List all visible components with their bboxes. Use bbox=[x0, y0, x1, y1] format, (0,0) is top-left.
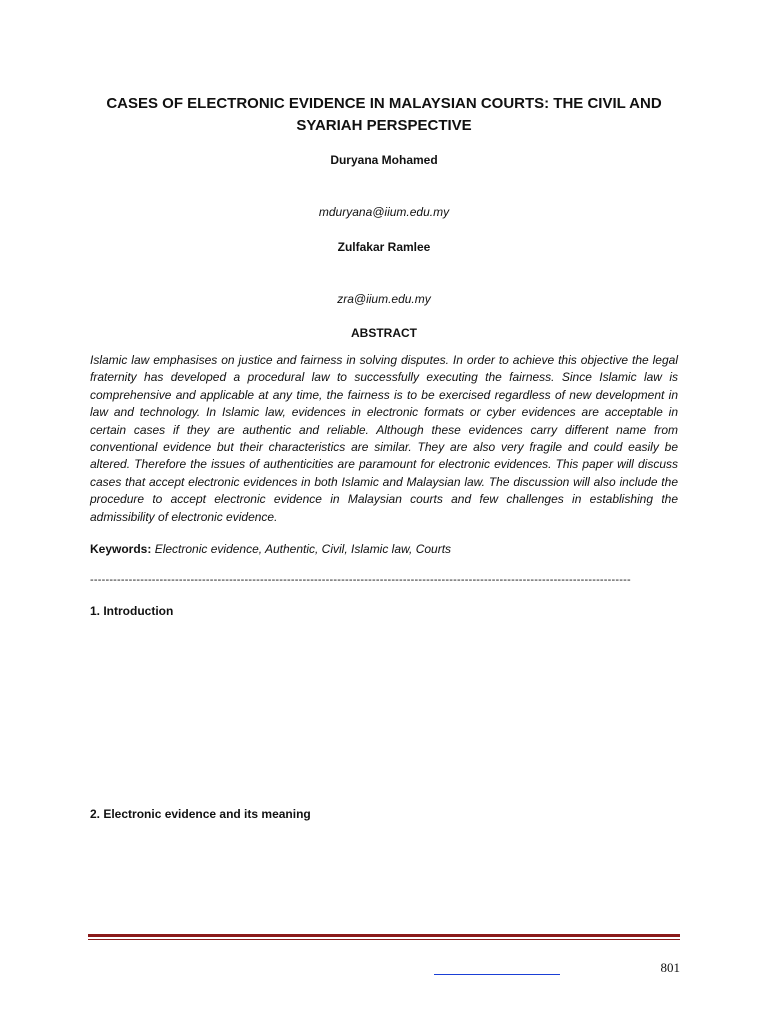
abstract-text: Islamic law emphasises on justice and fairness in solving disputes. In order to achieve this objective the legal fraternity has developed a procedural law to successfully executing the fairness. Since Islamic law is comprehensive and applicable at any time, the fairness is to be exercised regardless of new development in law and technology. In Islamic law, evidences in electronic formats or cyber evidences are acceptable in certain cases if they are authentic and reliable. Although these evidences carry different name from conventional evidence but their characteristics are similar. They are also very fragile and could easily be altered. Therefore the issues of authenticities are paramount for electronic evidences. This paper will discuss cases that accept electronic evidences in both Islamic and Malaysian law. The discussion will also include the procedure to accept electronic evidence in Malaysian courts and few challenges in establishing the admissibility of electronic evidence. bbox=[90, 353, 678, 524]
author-name-2: Zulfakar Ramlee bbox=[337, 240, 431, 254]
keywords-label: Keywords: bbox=[90, 542, 152, 556]
footer-rule-thin bbox=[88, 939, 680, 940]
section-separator: -------------------------------------------------------------------------------------------------------------------------------------------- bbox=[90, 574, 631, 586]
abstract-heading: ABSTRACT bbox=[351, 326, 417, 340]
section-heading-introduction: 1. Introduction bbox=[90, 604, 174, 618]
footer-rule-thick bbox=[88, 934, 680, 937]
keywords-line bbox=[90, 541, 678, 557]
paper-title: CASES OF ELECTRONIC EVIDENCE IN MALAYSIAN COURTS: THE CIVIL AND SYARIAH PERSPECTIVE bbox=[106, 95, 662, 134]
author-email-1[interactable]: mduryana@iium.edu.my bbox=[318, 205, 450, 219]
section-heading-electronic-evidence: 2. Electronic evidence and its meaning bbox=[90, 807, 311, 821]
author-name-1: Duryana Mohamed bbox=[330, 153, 438, 167]
author-email-2[interactable]: zra@iium.edu.my bbox=[337, 292, 431, 306]
footer-link-underline[interactable] bbox=[434, 974, 560, 975]
page-number: 801 bbox=[660, 960, 680, 975]
keywords-value: Electronic evidence, Authentic, Civil, Islamic law, Courts bbox=[154, 542, 452, 556]
